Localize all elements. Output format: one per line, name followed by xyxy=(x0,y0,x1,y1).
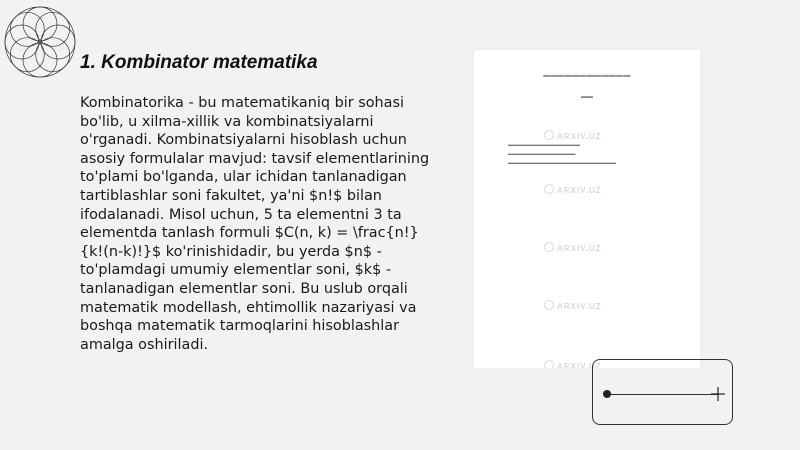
watermark: ARXIV.UZ xyxy=(544,130,602,141)
watermark: ARXIV.UZ xyxy=(544,242,602,253)
preview-line: ▬▬▬▬▬▬▬▬▬▬▬▬▬▬▬ xyxy=(508,151,576,156)
crosshair-cursor-icon xyxy=(711,387,725,401)
slide-body-text: Kombinatorika - bu matematikaniq bir sohasi bo'lib, u xilma-xillik va kombinatsiyalarni o'rganadi. Kombinatsiyalarni hisoblash uchun asosiy formulalar mavjud: tavsif elementlarining to'plami bo'lganda, ular ichidan tanlanadigan tartiblashlar soni fakultet, ya'ni $n!$ bilan ifodalanadi. Misol uchun, 5 ta elementni 3 ta elementda tanlash formuli $C(n, k) = \frac{n!}{k!(n-k)!}$ ko'rinishidadir, bu yerda $n$ - to'plamdagi umumiy elementlar soni, $k$ - tanlanadigan elementlar soni. Bu uslub orqali matematik modellash, ehtimollik nazariyasi va boshqa matematik tarmoqlarini hisoblashlar amalga oshiriladi. xyxy=(80,95,430,353)
watermark: ARXIV.UZ xyxy=(544,300,602,311)
watermark: ARXIV.UZ xyxy=(544,360,602,368)
document-preview xyxy=(474,50,700,368)
media-progress-control[interactable] xyxy=(592,359,733,425)
preview-subheading: ▬▬ xyxy=(581,94,593,100)
preview-heading: ▬▬▬▬▬▬▬▬▬▬▬▬ xyxy=(543,71,631,79)
preview-line: ▬▬▬▬▬▬▬▬▬▬▬▬▬▬▬▬ xyxy=(508,142,580,147)
watermark: ARXIV.UZ xyxy=(544,184,602,195)
slide-title: 1. Kombinator matematika xyxy=(80,52,318,73)
preview-line: ▬▬▬▬▬▬▬▬▬▬▬▬▬▬▬▬▬▬▬▬▬▬▬▬ xyxy=(508,160,616,165)
progress-track[interactable] xyxy=(607,394,719,395)
progress-knob[interactable] xyxy=(603,390,611,398)
geometric-ornament-icon xyxy=(2,4,78,80)
